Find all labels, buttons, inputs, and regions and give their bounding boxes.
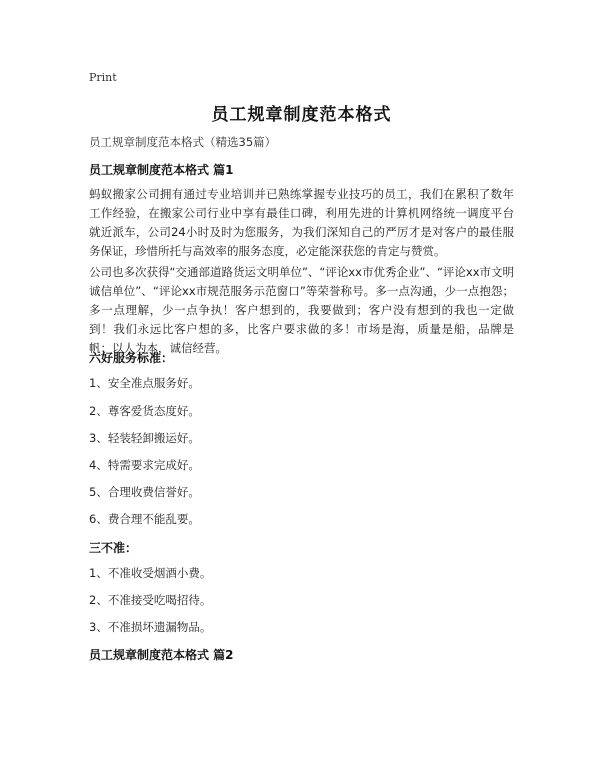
section-1-heading: 员工规章制度范本格式 篇1 xyxy=(89,163,234,177)
prohibitions-heading: 三不准： xyxy=(89,541,138,555)
prohibition-item: 3、不准损坏遗漏物品。 xyxy=(89,620,212,634)
document-title: 员工规章制度范本格式 xyxy=(211,105,392,125)
service-standards-heading: 六好服务标准： xyxy=(89,351,174,365)
document-subtitle: 员工规章制度范本格式（精选35篇） xyxy=(89,135,277,149)
section-2-heading: 员工规章制度范本格式 篇2 xyxy=(89,648,234,662)
prohibition-item: 2、不准接受吃喝招待。 xyxy=(89,593,212,607)
service-item: 5、合理收费信誉好。 xyxy=(89,485,200,499)
service-item: 1、安全准点服务好。 xyxy=(89,376,200,390)
service-item: 3、轻装轻卸搬运好。 xyxy=(89,431,200,445)
service-item: 6、费合理不能乱要。 xyxy=(89,512,200,526)
service-item: 4、特需要求完成好。 xyxy=(89,458,200,472)
prohibition-item: 1、不准收受烟酒小费。 xyxy=(89,566,212,580)
paragraph-company-intro: 蚂蚁搬家公司拥有通过专业培训并已熟练掌握专业技巧的员工，我们在累积了数年工作经验，在搬家公司行业中享有最佳口碑，利用先进的计算机网络统一调度平台就近派车，公司24小时及时为您服务，为我们深知自己的严厉才是对客户的最佳服务保证，珍惜所托与高效率的服务态度，必定能深获您的肯定与赞赏。 xyxy=(89,187,514,258)
service-item: 2、尊客爱货态度好。 xyxy=(89,404,200,418)
paragraph-honors: 公司也多次获得“交通部道路货运文明单位”、“评论xx市优秀企业”、“评论xx市文明诚信单位”、“评论xx市规范服务示范窗口”等荣誉称号。多一点沟通，少一点抱怨；多一点理解，少一点争执！客户想到的，我要做到；客户没有想到的我也一定做到！我们永远比客户想的多，比客户要求做的多！市场是海，质量是船，品牌是帆；以人为本，诚信经营。 xyxy=(89,265,515,355)
print-label: Print xyxy=(89,71,117,84)
